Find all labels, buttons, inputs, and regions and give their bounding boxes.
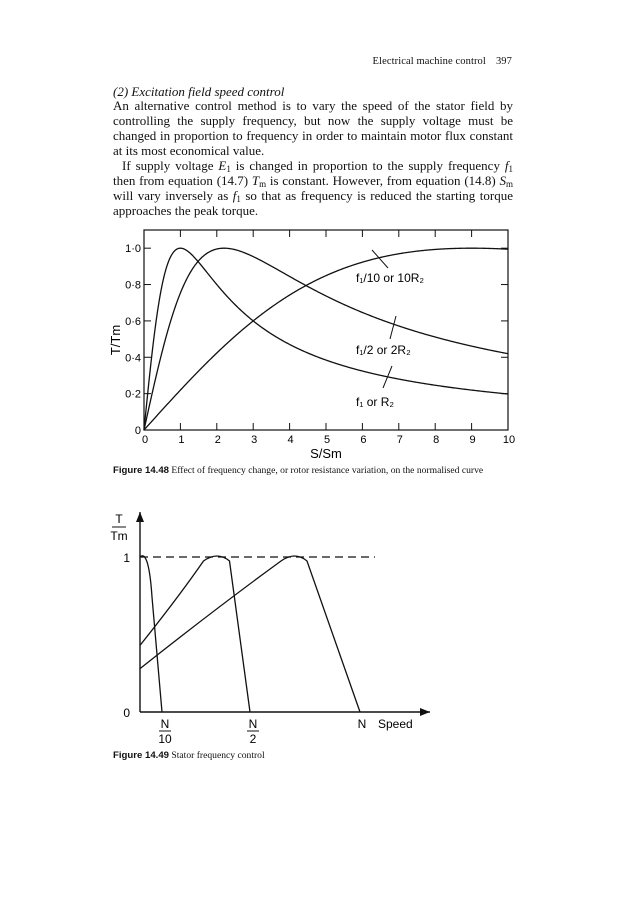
symbol-sm: S xyxy=(499,173,506,189)
p2-text-f: so that as frequency is reduced the starting torque approaches the peak torque. xyxy=(113,188,513,219)
x-axis-label: Speed xyxy=(378,717,413,731)
x-tick-label: 0 xyxy=(141,434,149,446)
torque-speed-curve xyxy=(140,556,360,712)
section-heading: (2) Excitation field speed control xyxy=(113,84,285,99)
x-tick-label: 9 xyxy=(469,434,476,446)
p2-text-d: is constant. However, from equation (14.8) xyxy=(266,173,500,189)
page-number: 397 xyxy=(495,56,512,67)
figure-14-49-text: Stator frequency control xyxy=(169,750,265,761)
p2-text-c: then from equation (14.7) xyxy=(113,173,252,189)
y-tick-label: 0·2 xyxy=(125,388,141,401)
y-tick-label: 0·8 xyxy=(125,279,141,292)
torque-speed-curve xyxy=(140,556,162,712)
y-axis-label: T/Tm xyxy=(108,324,123,356)
x-tick-label: 3 xyxy=(251,434,258,446)
x-axis-label: S/Sm xyxy=(310,446,342,461)
paragraph-1-text: An alternative control method is to vary the speed of the stator field by controlling the supply frequency, but now the supply voltage must be changed in proportion to frequency in order to maintain motor flux constant at its most economical value. xyxy=(113,98,513,159)
y-tick-label: 0·4 xyxy=(125,352,141,365)
torque-speed-curve xyxy=(140,556,250,712)
x-tick-label: 2 xyxy=(214,434,221,446)
y-tick-label: 0 xyxy=(134,425,141,437)
p2-text-b: is changed in proportion to the supply frequency xyxy=(230,158,505,173)
x-tick-label: 7 xyxy=(396,434,403,446)
speed-tick-num: N xyxy=(160,717,170,731)
symbol-sm-sub: m xyxy=(505,179,513,190)
symbol-f1: f xyxy=(504,158,509,173)
figure-14-48-label: Figure 14.48 xyxy=(113,465,169,476)
running-head-title: Electrical machine control xyxy=(372,56,486,67)
y-tick-label: 0·6 xyxy=(125,315,141,328)
symbol-f1-b: f xyxy=(232,188,237,204)
symbol-tm-sub: m xyxy=(259,179,267,190)
x-tick-label: 10 xyxy=(502,434,516,446)
x-axis-arrow xyxy=(420,708,430,716)
x-tick-label: 5 xyxy=(323,434,331,446)
curve-label: f₁/10 or 10R₂ xyxy=(356,271,425,285)
x-tick-label: 6 xyxy=(360,434,367,446)
figure-14-49-caption xyxy=(113,750,513,761)
x-tick-label: 1 xyxy=(178,434,185,446)
p2-text-a: If supply voltage xyxy=(122,158,219,173)
symbol-tm: T xyxy=(251,173,260,189)
symbol-f1-sub: 1 xyxy=(508,164,514,174)
y-tick-label: 1·0 xyxy=(125,243,141,256)
speed-tick-den: 2 xyxy=(249,732,257,746)
figure-14-49-label: Figure 14.49 xyxy=(113,750,169,761)
y-axis-label-num: T xyxy=(115,512,123,526)
p2-text-e: will vary inversely as xyxy=(113,188,233,204)
curve-label: f₁ or R₂ xyxy=(356,395,395,409)
symbol-f1-b-sub: 1 xyxy=(236,194,241,205)
x-tick-label: 4 xyxy=(287,434,294,446)
origin-label: 0 xyxy=(123,706,130,720)
speed-tick-num: N xyxy=(357,717,367,731)
speed-tick-den: 10 xyxy=(158,732,172,746)
symbol-e1: E xyxy=(218,158,227,173)
y-axis-arrow xyxy=(136,512,144,522)
peak-torque-label: 1 xyxy=(123,551,130,565)
curve-label: f₁/2 or 2R₂ xyxy=(356,343,411,357)
speed-tick-num: N xyxy=(248,717,258,731)
symbol-e1-sub: 1 xyxy=(226,164,231,174)
x-tick-label: 8 xyxy=(433,434,440,446)
figure-14-48-text: Effect of frequency change, or rotor resistance variation, on the normalised curve xyxy=(169,465,484,476)
y-axis-label-den: Tm xyxy=(110,529,128,543)
